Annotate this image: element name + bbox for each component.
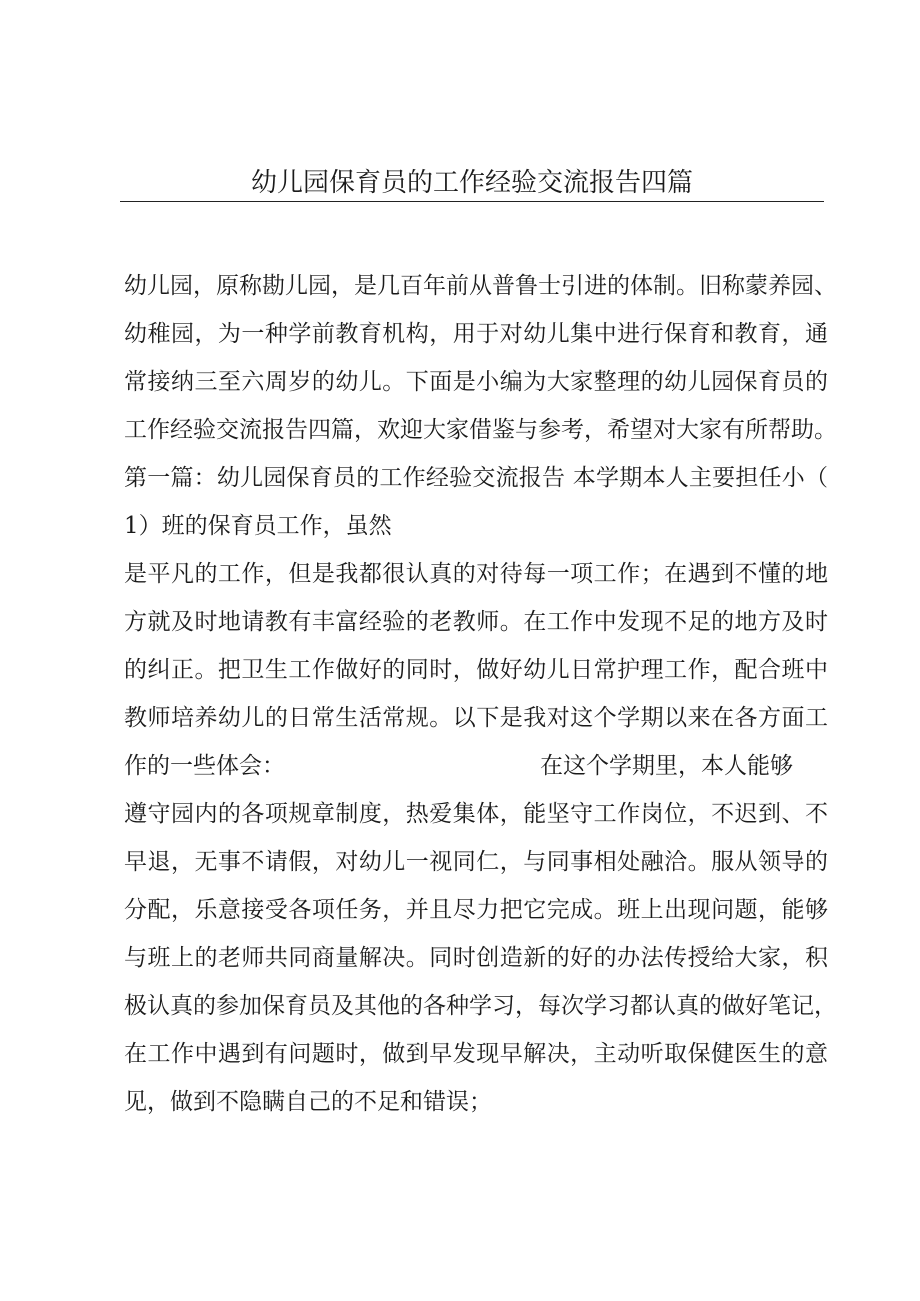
- paragraph-line: 极认真的参加保育员及其他的各种学习，每次学习都认真的做好笔记，: [124, 993, 837, 1019]
- paragraph-line: 早退，无事不请假，对幼儿一视同仁，与同事相处融洽。服从领导的: [124, 849, 828, 875]
- inline-fragment: 在这个学期里，本人能够: [540, 753, 793, 779]
- paragraph-line: 的纠正。把卫生工作做好的同时，做好幼儿日常护理工作，配合班中: [124, 657, 828, 683]
- paragraph-line: 常接纳三至六周岁的幼儿。下面是小编为大家整理的幼儿园保育员的: [124, 369, 828, 395]
- paragraph-line: 遵守园内的各项规章制度，热爱集体，能坚守工作岗位，不迟到、不: [124, 801, 828, 827]
- paragraph-line: 在工作中遇到有问题时，做到早发现早解决，主动听取保健医生的意: [124, 1041, 828, 1067]
- paragraph-line: 与班上的老师共同商量解决。同时创造新的好的办法传授给大家，积: [124, 945, 828, 971]
- paragraph-line: 工作经验交流报告四篇，欢迎大家借鉴与参考，希望对大家有所帮助。: [124, 417, 837, 443]
- paragraph-line: 是平凡的工作，但是我都很认真的对待每一项工作；在遇到不懂的地: [124, 561, 828, 587]
- paragraph-line: 幼稚园，为一种学前教育机构，用于对幼儿集中进行保育和教育，通: [124, 321, 828, 347]
- paragraph-line: 方就及时地请教有丰富经验的老教师。在工作中发现不足的地方及时: [124, 609, 828, 635]
- paragraph-line: 1）班的保育员工作，虽然: [124, 513, 392, 539]
- document-title: 幼儿园保育员的工作经验交流报告四篇: [250, 168, 693, 198]
- paragraph-line: 见，做到不隐瞒自己的不足和错误；: [124, 1089, 492, 1115]
- title-underline: [120, 201, 824, 202]
- paragraph-line: 分配，乐意接受各项任务，并且尽力把它完成。班上出现问题，能够: [124, 897, 828, 923]
- paragraph-line: 第一篇：幼儿园保育员的工作经验交流报告 本学期本人主要担任小（: [124, 465, 828, 491]
- paragraph-line: 幼儿园，原称勘儿园，是几百年前从普鲁士引进的体制。旧称蒙养园、: [124, 273, 837, 299]
- paragraph-line: 教师培养幼儿的日常生活常规。以下是我对这个学期以来在各方面工: [124, 705, 828, 731]
- paragraph-line: 作的一些体会：: [124, 753, 285, 779]
